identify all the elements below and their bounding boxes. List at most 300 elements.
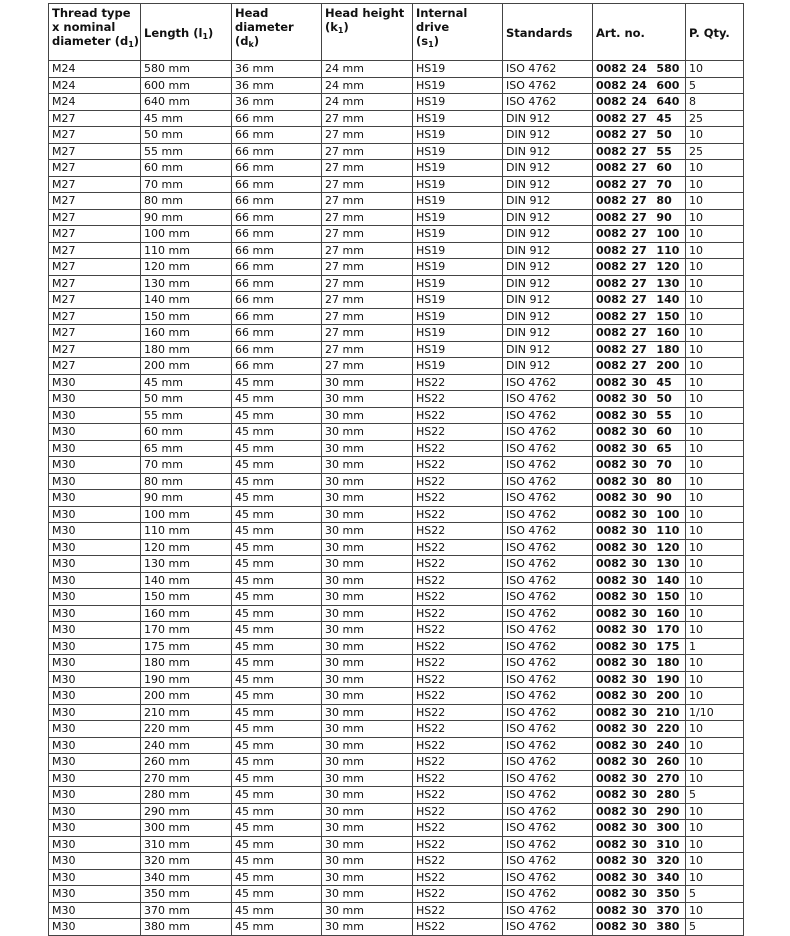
cell-head-height: 30 mm: [322, 770, 413, 787]
cell-art-no: 0082 30 350: [593, 886, 686, 903]
cell-thread: M30: [49, 374, 141, 391]
cell-head-diameter: 45 mm: [232, 869, 322, 886]
cell-art-no: 0082 27 90: [593, 209, 686, 226]
cell-art-no: 0082 30 160: [593, 605, 686, 622]
cell-thread: M30: [49, 589, 141, 606]
table-row: [49, 770, 744, 787]
cell-art-no: 0082 30 150: [593, 589, 686, 606]
cell-art-no: 0082 27 140: [593, 292, 686, 309]
cell-qty: 10: [686, 209, 744, 226]
table-row: [49, 886, 744, 903]
cell-head-diameter: 45 mm: [232, 770, 322, 787]
cell-head-height: 30 mm: [322, 473, 413, 490]
cell-standard: ISO 4762: [503, 589, 593, 606]
cell-qty: 1/10: [686, 704, 744, 721]
cell-art-no: 0082 30 175: [593, 638, 686, 655]
table-row: [49, 275, 744, 292]
cell-art-no: 0082 30 110: [593, 523, 686, 540]
cell-standard: ISO 4762: [503, 853, 593, 870]
cell-head-height: 27 mm: [322, 110, 413, 127]
cell-art-no: 0082 30 380: [593, 919, 686, 936]
cell-length: 600 mm: [141, 77, 232, 94]
cell-thread: M30: [49, 605, 141, 622]
cell-head-diameter: 45 mm: [232, 523, 322, 540]
cell-drive: HS22: [413, 539, 503, 556]
cell-art-no: 0082 30 100: [593, 506, 686, 523]
cell-thread: M30: [49, 754, 141, 771]
cell-qty: 10: [686, 523, 744, 540]
table-row: [49, 407, 744, 424]
cell-thread: M30: [49, 869, 141, 886]
cell-standard: DIN 912: [503, 292, 593, 309]
cell-qty: 10: [686, 424, 744, 441]
cell-length: 160 mm: [141, 325, 232, 342]
header-pack-qty: P. Qty.: [686, 4, 744, 61]
cell-art-no: 0082 30 200: [593, 688, 686, 705]
cell-qty: 10: [686, 820, 744, 837]
cell-standard: ISO 4762: [503, 770, 593, 787]
cell-qty: 10: [686, 655, 744, 672]
cell-thread: M30: [49, 539, 141, 556]
cell-thread: M27: [49, 127, 141, 144]
cell-head-diameter: 66 mm: [232, 242, 322, 259]
table-row: [49, 391, 744, 408]
header-row: [49, 4, 744, 61]
cell-length: 45 mm: [141, 374, 232, 391]
cell-qty: 5: [686, 77, 744, 94]
cell-standard: ISO 4762: [503, 622, 593, 639]
cell-art-no: 0082 27 50: [593, 127, 686, 144]
cell-length: 65 mm: [141, 440, 232, 457]
cell-art-no: 0082 27 130: [593, 275, 686, 292]
table-body: [49, 61, 744, 936]
cell-thread: M27: [49, 110, 141, 127]
cell-qty: 10: [686, 259, 744, 276]
cell-head-height: 27 mm: [322, 259, 413, 276]
cell-length: 310 mm: [141, 836, 232, 853]
cell-qty: 10: [686, 407, 744, 424]
cell-head-height: 24 mm: [322, 94, 413, 111]
table-row: [49, 110, 744, 127]
cell-thread: M30: [49, 902, 141, 919]
cell-length: 120 mm: [141, 539, 232, 556]
cell-head-diameter: 66 mm: [232, 308, 322, 325]
cell-standard: ISO 4762: [503, 803, 593, 820]
cell-thread: M30: [49, 490, 141, 507]
cell-head-diameter: 45 mm: [232, 556, 322, 573]
cell-head-diameter: 45 mm: [232, 506, 322, 523]
cell-thread: M30: [49, 655, 141, 672]
cell-qty: 10: [686, 721, 744, 738]
table-row: [49, 556, 744, 573]
cell-head-height: 27 mm: [322, 358, 413, 375]
cell-length: 300 mm: [141, 820, 232, 837]
cell-length: 200 mm: [141, 358, 232, 375]
cell-head-height: 30 mm: [322, 589, 413, 606]
cell-head-height: 30 mm: [322, 787, 413, 804]
cell-drive: HS22: [413, 688, 503, 705]
table-row: [49, 473, 744, 490]
cell-head-height: 27 mm: [322, 160, 413, 177]
table-row: [49, 308, 744, 325]
cell-art-no: 0082 30 70: [593, 457, 686, 474]
cell-qty: 10: [686, 589, 744, 606]
cell-qty: 10: [686, 308, 744, 325]
cell-standard: ISO 4762: [503, 721, 593, 738]
cell-length: 45 mm: [141, 110, 232, 127]
table-row: [49, 638, 744, 655]
cell-head-height: 27 mm: [322, 242, 413, 259]
cell-qty: 5: [686, 787, 744, 804]
cell-standard: ISO 4762: [503, 704, 593, 721]
cell-thread: M27: [49, 325, 141, 342]
cell-head-height: 30 mm: [322, 902, 413, 919]
cell-drive: HS22: [413, 721, 503, 738]
cell-drive: HS22: [413, 506, 503, 523]
cell-qty: 25: [686, 143, 744, 160]
cell-head-height: 30 mm: [322, 622, 413, 639]
cell-thread: M27: [49, 259, 141, 276]
cell-length: 60 mm: [141, 160, 232, 177]
cell-head-height: 30 mm: [322, 457, 413, 474]
cell-head-diameter: 45 mm: [232, 704, 322, 721]
cell-head-diameter: 66 mm: [232, 110, 322, 127]
cell-art-no: 0082 30 210: [593, 704, 686, 721]
cell-art-no: 0082 30 65: [593, 440, 686, 457]
table-row: [49, 374, 744, 391]
cell-length: 290 mm: [141, 803, 232, 820]
cell-head-height: 30 mm: [322, 440, 413, 457]
cell-qty: 10: [686, 754, 744, 771]
table-row: [49, 490, 744, 507]
cell-drive: HS22: [413, 820, 503, 837]
cell-art-no: 0082 27 160: [593, 325, 686, 342]
cell-drive: HS19: [413, 160, 503, 177]
cell-art-no: 0082 27 55: [593, 143, 686, 160]
cell-length: 200 mm: [141, 688, 232, 705]
cell-qty: 10: [686, 902, 744, 919]
cell-qty: 10: [686, 226, 744, 243]
cell-qty: 10: [686, 440, 744, 457]
cell-art-no: 0082 30 220: [593, 721, 686, 738]
cell-thread: M30: [49, 556, 141, 573]
table-row: [49, 523, 744, 540]
cell-head-height: 30 mm: [322, 655, 413, 672]
cell-standard: DIN 912: [503, 127, 593, 144]
cell-length: 175 mm: [141, 638, 232, 655]
cell-art-no: 0082 30 240: [593, 737, 686, 754]
cell-qty: 10: [686, 506, 744, 523]
cell-head-diameter: 45 mm: [232, 473, 322, 490]
cell-length: 100 mm: [141, 506, 232, 523]
cell-head-height: 30 mm: [322, 407, 413, 424]
cell-qty: 10: [686, 556, 744, 573]
cell-drive: HS22: [413, 886, 503, 903]
cell-length: 70 mm: [141, 457, 232, 474]
cell-head-diameter: 45 mm: [232, 919, 322, 936]
cell-head-height: 30 mm: [322, 539, 413, 556]
cell-standard: ISO 4762: [503, 605, 593, 622]
cell-head-height: 27 mm: [322, 292, 413, 309]
cell-head-height: 27 mm: [322, 341, 413, 358]
cell-thread: M27: [49, 143, 141, 160]
cell-thread: M27: [49, 308, 141, 325]
cell-qty: 10: [686, 737, 744, 754]
cell-length: 50 mm: [141, 391, 232, 408]
cell-thread: M30: [49, 820, 141, 837]
cell-head-diameter: 66 mm: [232, 193, 322, 210]
cell-head-diameter: 45 mm: [232, 622, 322, 639]
cell-qty: 10: [686, 869, 744, 886]
cell-thread: M30: [49, 440, 141, 457]
cell-art-no: 0082 30 260: [593, 754, 686, 771]
cell-drive: HS22: [413, 737, 503, 754]
header-length: Length $(l_1)$: [141, 4, 232, 61]
table-row: [49, 209, 744, 226]
cell-thread: M27: [49, 160, 141, 177]
cell-length: 140 mm: [141, 292, 232, 309]
cell-head-diameter: 45 mm: [232, 671, 322, 688]
cell-drive: HS22: [413, 803, 503, 820]
cell-head-height: 30 mm: [322, 688, 413, 705]
header-internal-drive: Internal drive $(s_1)$: [413, 4, 503, 61]
cell-head-diameter: 36 mm: [232, 77, 322, 94]
cell-standard: ISO 4762: [503, 902, 593, 919]
cell-drive: HS22: [413, 622, 503, 639]
cell-art-no: 0082 30 290: [593, 803, 686, 820]
cell-thread: M27: [49, 358, 141, 375]
cell-head-height: 30 mm: [322, 490, 413, 507]
cell-drive: HS22: [413, 919, 503, 936]
cell-head-diameter: 45 mm: [232, 605, 322, 622]
cell-drive: HS19: [413, 127, 503, 144]
cell-standard: ISO 4762: [503, 440, 593, 457]
cell-art-no: 0082 24 640: [593, 94, 686, 111]
cell-standard: DIN 912: [503, 110, 593, 127]
cell-standard: DIN 912: [503, 325, 593, 342]
cell-head-height: 30 mm: [322, 919, 413, 936]
table-row: [49, 721, 744, 738]
cell-standard: DIN 912: [503, 341, 593, 358]
cell-standard: DIN 912: [503, 226, 593, 243]
cell-head-diameter: 66 mm: [232, 160, 322, 177]
cell-drive: HS22: [413, 638, 503, 655]
table-row: [49, 704, 744, 721]
cell-qty: 10: [686, 275, 744, 292]
cell-standard: ISO 4762: [503, 869, 593, 886]
cell-thread: M30: [49, 770, 141, 787]
cell-head-height: 30 mm: [322, 737, 413, 754]
cell-length: 100 mm: [141, 226, 232, 243]
cell-length: 130 mm: [141, 556, 232, 573]
cell-drive: HS19: [413, 341, 503, 358]
cell-art-no: 0082 30 90: [593, 490, 686, 507]
cell-standard: DIN 912: [503, 193, 593, 210]
table-row: [49, 539, 744, 556]
cell-length: 580 mm: [141, 61, 232, 78]
cell-art-no: 0082 30 320: [593, 853, 686, 870]
cell-art-no: 0082 27 100: [593, 226, 686, 243]
cell-qty: 10: [686, 836, 744, 853]
cell-length: 180 mm: [141, 655, 232, 672]
cell-head-diameter: 45 mm: [232, 836, 322, 853]
cell-standard: ISO 4762: [503, 671, 593, 688]
cell-standard: ISO 4762: [503, 523, 593, 540]
cell-length: 55 mm: [141, 143, 232, 160]
cell-head-height: 27 mm: [322, 176, 413, 193]
cell-head-height: 24 mm: [322, 77, 413, 94]
cell-drive: HS22: [413, 440, 503, 457]
cell-qty: 10: [686, 770, 744, 787]
cell-thread: M30: [49, 407, 141, 424]
cell-art-no: 0082 27 70: [593, 176, 686, 193]
cell-drive: HS19: [413, 61, 503, 78]
cell-length: 80 mm: [141, 193, 232, 210]
header-thread-type: Thread type x nominal diameter $(d_1)$: [49, 4, 141, 61]
cell-head-height: 30 mm: [322, 424, 413, 441]
cell-head-height: 30 mm: [322, 638, 413, 655]
cell-standard: ISO 4762: [503, 688, 593, 705]
table-row: [49, 424, 744, 441]
cell-head-height: 24 mm: [322, 61, 413, 78]
cell-drive: HS19: [413, 143, 503, 160]
cell-drive: HS19: [413, 325, 503, 342]
cell-length: 370 mm: [141, 902, 232, 919]
cell-length: 110 mm: [141, 523, 232, 540]
cell-head-diameter: 45 mm: [232, 688, 322, 705]
cell-head-height: 27 mm: [322, 193, 413, 210]
table-row: [49, 622, 744, 639]
cell-drive: HS22: [413, 671, 503, 688]
table-row: [49, 671, 744, 688]
cell-drive: HS19: [413, 226, 503, 243]
cell-head-diameter: 66 mm: [232, 143, 322, 160]
cell-head-diameter: 45 mm: [232, 886, 322, 903]
table-row: [49, 902, 744, 919]
cell-thread: M30: [49, 787, 141, 804]
cell-qty: 10: [686, 853, 744, 870]
cell-length: 350 mm: [141, 886, 232, 903]
cell-head-height: 30 mm: [322, 803, 413, 820]
cell-length: 160 mm: [141, 605, 232, 622]
cell-length: 180 mm: [141, 341, 232, 358]
cell-head-height: 27 mm: [322, 308, 413, 325]
cell-head-diameter: 45 mm: [232, 407, 322, 424]
cell-thread: M30: [49, 622, 141, 639]
cell-qty: 10: [686, 358, 744, 375]
cell-art-no: 0082 30 140: [593, 572, 686, 589]
cell-standard: ISO 4762: [503, 473, 593, 490]
cell-head-height: 30 mm: [322, 836, 413, 853]
table-row: [49, 506, 744, 523]
cell-art-no: 0082 27 80: [593, 193, 686, 210]
cell-standard: ISO 4762: [503, 836, 593, 853]
cell-drive: HS19: [413, 259, 503, 276]
cell-art-no: 0082 30 300: [593, 820, 686, 837]
cell-drive: HS22: [413, 589, 503, 606]
cell-qty: 10: [686, 803, 744, 820]
cell-thread: M30: [49, 803, 141, 820]
cell-drive: HS19: [413, 94, 503, 111]
cell-qty: 10: [686, 490, 744, 507]
cell-art-no: 0082 30 310: [593, 836, 686, 853]
cell-qty: 10: [686, 605, 744, 622]
cell-standard: ISO 4762: [503, 919, 593, 936]
cell-qty: 10: [686, 160, 744, 177]
table-row: [49, 688, 744, 705]
cell-art-no: 0082 30 120: [593, 539, 686, 556]
cell-standard: ISO 4762: [503, 638, 593, 655]
cell-thread: M30: [49, 853, 141, 870]
table-row: [49, 127, 744, 144]
cell-length: 80 mm: [141, 473, 232, 490]
cell-art-no: 0082 30 45: [593, 374, 686, 391]
cell-head-diameter: 45 mm: [232, 457, 322, 474]
cell-head-height: 30 mm: [322, 704, 413, 721]
cell-head-diameter: 45 mm: [232, 721, 322, 738]
cell-qty: 10: [686, 325, 744, 342]
cell-head-diameter: 45 mm: [232, 803, 322, 820]
cell-thread: M27: [49, 242, 141, 259]
header-head-height: Head height $(k_1)$: [322, 4, 413, 61]
table-row: [49, 143, 744, 160]
cell-head-diameter: 45 mm: [232, 490, 322, 507]
table-row: [49, 242, 744, 259]
table-row: [49, 853, 744, 870]
cell-thread: M30: [49, 473, 141, 490]
cell-drive: HS22: [413, 523, 503, 540]
cell-length: 55 mm: [141, 407, 232, 424]
table-row: [49, 589, 744, 606]
cell-thread: M24: [49, 61, 141, 78]
cell-standard: ISO 4762: [503, 490, 593, 507]
cell-head-diameter: 45 mm: [232, 374, 322, 391]
table-row: [49, 820, 744, 837]
product-table: [48, 3, 744, 936]
cell-drive: HS22: [413, 457, 503, 474]
cell-drive: HS22: [413, 787, 503, 804]
cell-art-no: 0082 30 60: [593, 424, 686, 441]
table-row: [49, 358, 744, 375]
cell-head-height: 30 mm: [322, 869, 413, 886]
cell-head-height: 30 mm: [322, 556, 413, 573]
cell-standard: ISO 4762: [503, 737, 593, 754]
cell-thread: M30: [49, 836, 141, 853]
cell-head-height: 30 mm: [322, 605, 413, 622]
cell-head-diameter: 66 mm: [232, 176, 322, 193]
cell-head-height: 30 mm: [322, 523, 413, 540]
cell-qty: 25: [686, 110, 744, 127]
cell-head-diameter: 66 mm: [232, 292, 322, 309]
cell-standard: DIN 912: [503, 275, 593, 292]
cell-thread: M30: [49, 638, 141, 655]
cell-drive: HS19: [413, 308, 503, 325]
cell-head-height: 27 mm: [322, 226, 413, 243]
cell-length: 140 mm: [141, 572, 232, 589]
cell-head-height: 30 mm: [322, 721, 413, 738]
table-row: [49, 754, 744, 771]
cell-standard: ISO 4762: [503, 787, 593, 804]
cell-length: 90 mm: [141, 490, 232, 507]
cell-length: 340 mm: [141, 869, 232, 886]
cell-standard: DIN 912: [503, 358, 593, 375]
cell-qty: 8: [686, 94, 744, 111]
cell-head-diameter: 45 mm: [232, 589, 322, 606]
cell-head-diameter: 45 mm: [232, 638, 322, 655]
cell-thread: M30: [49, 721, 141, 738]
cell-art-no: 0082 30 370: [593, 902, 686, 919]
cell-qty: 10: [686, 572, 744, 589]
